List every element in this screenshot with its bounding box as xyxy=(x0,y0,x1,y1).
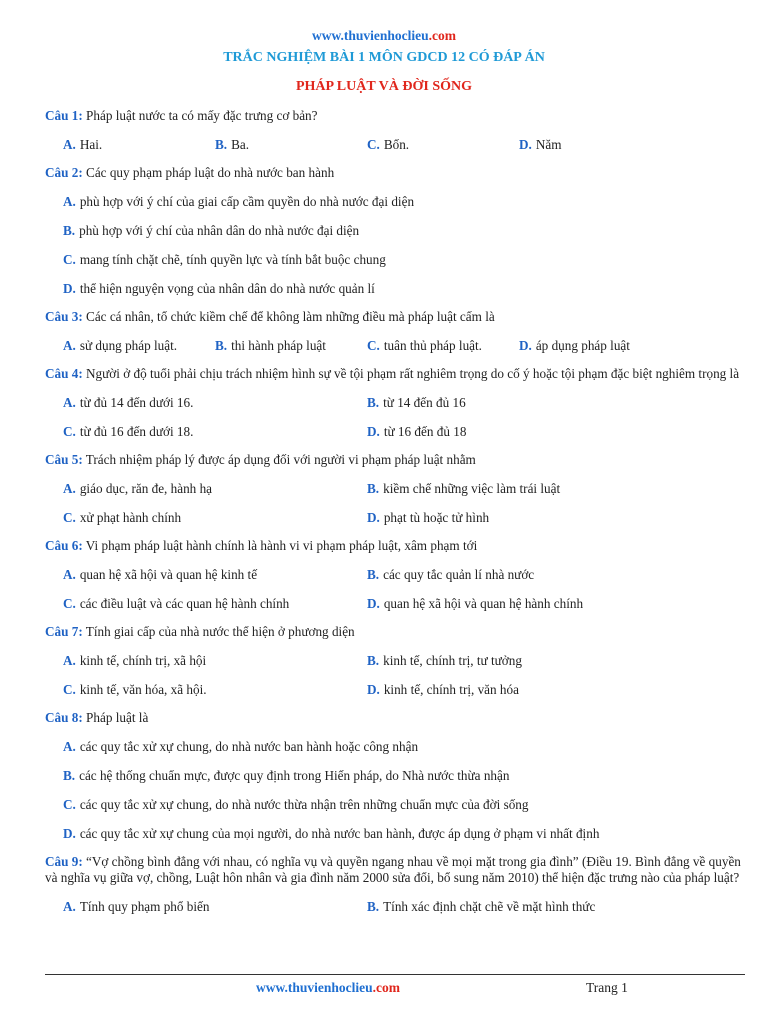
option-text: các quy tắc xử xự chung, do nhà nước ban hành hoặc công nhận xyxy=(79,739,419,754)
option-text: Bốn. xyxy=(383,137,410,152)
answer-option[interactable] xyxy=(63,252,747,268)
option-letter: D. xyxy=(63,281,76,296)
option-letter: C. xyxy=(63,510,76,525)
answer-option[interactable] xyxy=(367,424,671,440)
site-url-brand: thuvienhoclieu xyxy=(343,28,429,43)
option-text: phạt tù hoặc tử hình xyxy=(383,510,490,525)
answer-option[interactable] xyxy=(63,194,747,210)
option-letter: A. xyxy=(63,338,76,353)
option-text: Năm xyxy=(535,137,562,152)
option-text: các quy tắc quản lí nhà nước xyxy=(383,567,535,582)
footer-url[interactable] xyxy=(256,980,400,996)
question-block xyxy=(45,624,747,698)
option-row xyxy=(45,653,747,669)
question-number: Câu 7: xyxy=(45,624,83,639)
question-number: Câu 8: xyxy=(45,710,83,725)
option-text: thể hiện nguyện vọng của nhân dân do nhà nước quản lí xyxy=(79,281,375,296)
option-row xyxy=(45,395,747,411)
option-letter: B. xyxy=(367,899,380,914)
answer-option[interactable] xyxy=(63,797,747,813)
answer-option[interactable] xyxy=(367,899,671,915)
option-text: xử phạt hành chính xyxy=(79,510,182,525)
option-letter: B. xyxy=(367,481,380,496)
question-block xyxy=(45,366,747,440)
question-block xyxy=(45,309,747,354)
option-letter: D. xyxy=(367,424,380,439)
option-text: Ba. xyxy=(231,137,250,152)
option-letter: D. xyxy=(519,338,532,353)
option-letter: B. xyxy=(63,768,76,783)
option-letter: C. xyxy=(63,682,76,697)
answer-option[interactable] xyxy=(63,567,367,583)
option-row xyxy=(45,596,747,612)
option-row xyxy=(45,567,747,583)
site-url[interactable] xyxy=(0,28,768,44)
option-letter: B. xyxy=(63,223,76,238)
answer-option[interactable] xyxy=(367,395,671,411)
question-text: Pháp luật nước ta có mấy đặc trưng cơ bản? xyxy=(86,108,318,123)
option-row xyxy=(45,194,747,210)
answer-option[interactable] xyxy=(63,338,215,354)
answer-option[interactable] xyxy=(63,899,367,915)
option-row xyxy=(45,424,747,440)
answer-option[interactable] xyxy=(63,424,367,440)
answer-option[interactable] xyxy=(215,137,367,153)
option-letter: C. xyxy=(367,338,380,353)
option-letter: A. xyxy=(63,395,76,410)
answer-option[interactable] xyxy=(63,826,747,842)
question-text: “Vợ chồng bình đẳng với nhau, có nghĩa vụ và quyền ngang nhau về mọi mặt trong gia đình” (Điều 19. Bình đẳng về quyền và nghĩa vụ giữa vợ, chồng, Luật hôn nhân và gia đình năm 2000 sửa đổi, bổ sung năm 2010) thể hiện đặc trưng nào của pháp luật? xyxy=(45,854,741,885)
question-text: Người ở độ tuổi phải chịu trách nhiệm hình sự về tội phạm rất nghiêm trọng do cố ý hoặc tội phạm đặc biệt nghiêm trọng là xyxy=(86,366,740,381)
option-text: kinh tế, chính trị, văn hóa xyxy=(383,682,519,697)
option-letter: C. xyxy=(63,596,76,611)
question-stem xyxy=(45,165,747,181)
question-text: Pháp luật là xyxy=(86,710,149,725)
question-stem xyxy=(45,366,747,382)
option-letter: B. xyxy=(367,567,380,582)
option-letter: C. xyxy=(367,137,380,152)
option-row xyxy=(45,826,747,842)
question-block xyxy=(45,710,747,842)
option-row xyxy=(45,137,747,153)
option-letter: A. xyxy=(63,899,76,914)
option-text: Tính quy phạm phổ biến xyxy=(79,899,210,914)
option-row xyxy=(45,281,747,297)
answer-option[interactable] xyxy=(63,395,367,411)
question-stem xyxy=(45,309,747,325)
option-row xyxy=(45,338,747,354)
question-number: Câu 1: xyxy=(45,108,83,123)
option-text: kiềm chế những việc làm trái luật xyxy=(383,481,561,496)
option-row xyxy=(45,223,747,239)
option-letter: A. xyxy=(63,739,76,754)
option-text: kinh tế, chính trị, tư tưởng xyxy=(383,653,522,668)
option-text: phù hợp với ý chí của giai cấp cầm quyền do nhà nước đại diện xyxy=(79,194,415,209)
footer-url-brand: thuvienhoclieu xyxy=(287,980,373,995)
option-letter: D. xyxy=(63,826,76,841)
site-url-suffix: .com xyxy=(428,28,457,43)
option-row xyxy=(45,739,747,755)
answer-option[interactable] xyxy=(63,653,367,669)
option-text: các quy tắc xử xự chung của mọi người, do nhà nước ban hành, được áp dụng ở phạm vi nhất định xyxy=(79,826,600,841)
option-text: từ đủ 16 đến dưới 18. xyxy=(79,424,194,439)
question-text: Tính giai cấp của nhà nước thể hiện ở phương diện xyxy=(85,624,355,639)
answer-option[interactable] xyxy=(367,682,671,698)
option-letter: B. xyxy=(215,338,228,353)
question-number: Câu 9: xyxy=(45,854,83,869)
answer-option[interactable] xyxy=(367,567,671,583)
option-letter: B. xyxy=(215,137,228,152)
question-text: Các quy phạm pháp luật do nhà nước ban hành xyxy=(86,165,335,180)
option-letter: A. xyxy=(63,481,76,496)
option-text: giáo dục, răn đe, hành hạ xyxy=(79,481,213,496)
option-text: phù hợp với ý chí của nhân dân do nhà nước đại diện xyxy=(79,223,360,238)
option-letter: D. xyxy=(367,596,380,611)
answer-option[interactable] xyxy=(367,653,671,669)
answer-option[interactable] xyxy=(367,338,519,354)
answer-option[interactable] xyxy=(215,338,367,354)
option-letter: C. xyxy=(63,424,76,439)
option-letter: C. xyxy=(63,252,76,267)
option-text: tuân thủ pháp luật. xyxy=(383,338,482,353)
option-letter: A. xyxy=(63,567,76,582)
answer-option[interactable] xyxy=(367,481,671,497)
footer-url-suffix: .com xyxy=(372,980,401,995)
answer-option[interactable] xyxy=(63,768,747,784)
answer-option[interactable] xyxy=(63,596,367,612)
question-text: Trách nhiệm pháp lý được áp dụng đối với người vi phạm pháp luật nhằm xyxy=(85,452,476,467)
option-row xyxy=(45,252,747,268)
question-block xyxy=(45,108,747,153)
option-letter: A. xyxy=(63,137,76,152)
option-letter: B. xyxy=(367,395,380,410)
option-row xyxy=(45,481,747,497)
question-block xyxy=(45,452,747,526)
option-text: kinh tế, văn hóa, xã hội. xyxy=(79,682,207,697)
option-text: từ đủ 14 đến dưới 16. xyxy=(79,395,194,410)
option-text: các quy tắc xử xự chung, do nhà nước thừa nhận trên những chuẩn mực của đời sống xyxy=(79,797,529,812)
option-letter: A. xyxy=(63,653,76,668)
answer-option[interactable] xyxy=(519,338,671,354)
option-text: kinh tế, chính trị, xã hội xyxy=(79,653,207,668)
option-row xyxy=(45,899,747,915)
option-text: các điều luật và các quan hệ hành chính xyxy=(79,596,290,611)
answer-option[interactable] xyxy=(63,739,747,755)
page-number: Trang 1 xyxy=(586,980,628,995)
option-text: áp dụng pháp luật xyxy=(535,338,630,353)
answer-option[interactable] xyxy=(63,510,367,526)
option-letter: C. xyxy=(63,797,76,812)
option-text: từ 14 đến đủ 16 xyxy=(383,395,466,410)
footer-url-prefix: www. xyxy=(256,980,288,995)
question-stem xyxy=(45,108,747,124)
question-stem xyxy=(45,710,747,726)
question-list xyxy=(45,108,747,927)
answer-option[interactable] xyxy=(519,137,671,153)
question-stem xyxy=(45,854,747,886)
option-letter: D. xyxy=(367,510,380,525)
option-text: quan hệ xã hội và quan hệ hành chính xyxy=(383,596,584,611)
option-letter: D. xyxy=(519,137,532,152)
option-text: sử dụng pháp luật. xyxy=(79,338,178,353)
option-row xyxy=(45,768,747,784)
question-text: Vi phạm pháp luật hành chính là hành vi vi phạm pháp luật, xâm phạm tới xyxy=(85,538,478,553)
question-stem xyxy=(45,624,747,640)
question-block xyxy=(45,538,747,612)
option-text: các hệ thống chuẩn mực, được quy định trong Hiến pháp, do Nhà nước thừa nhận xyxy=(79,768,510,783)
question-stem xyxy=(45,538,747,554)
question-number: Câu 6: xyxy=(45,538,83,553)
document-title: TRẮC NGHIỆM BÀI 1 MÔN GDCD 12 CÓ ĐÁP ÁN xyxy=(223,50,545,65)
option-letter: D. xyxy=(367,682,380,697)
option-row xyxy=(45,797,747,813)
question-number: Câu 5: xyxy=(45,452,83,467)
option-text: quan hệ xã hội và quan hệ kinh tế xyxy=(79,567,258,582)
question-text: Các cá nhân, tổ chức kiềm chế để không làm những điều mà pháp luật cấm là xyxy=(86,309,495,324)
document-subtitle: PHÁP LUẬT VÀ ĐỜI SỐNG xyxy=(295,79,473,94)
option-text: thi hành pháp luật xyxy=(231,338,326,353)
answer-option[interactable] xyxy=(63,223,747,239)
option-text: mang tính chặt chẽ, tính quyền lực và tính bắt buộc chung xyxy=(79,252,386,267)
option-text: từ 16 đến đủ 18 xyxy=(383,424,467,439)
option-text: Hai. xyxy=(79,137,103,152)
question-number: Câu 2: xyxy=(45,165,83,180)
option-row xyxy=(45,510,747,526)
site-url-prefix: www. xyxy=(311,28,344,43)
option-letter: A. xyxy=(63,194,76,209)
question-block xyxy=(45,165,747,297)
answer-option[interactable] xyxy=(63,281,747,297)
answer-option[interactable] xyxy=(367,596,671,612)
option-text: Tính xác định chặt chẽ về mặt hình thức xyxy=(383,899,596,914)
question-number: Câu 4: xyxy=(45,366,83,381)
answer-option[interactable] xyxy=(63,682,367,698)
question-stem xyxy=(45,452,747,468)
footer-divider xyxy=(45,974,745,975)
answer-option[interactable] xyxy=(63,481,367,497)
answer-option[interactable] xyxy=(367,137,519,153)
question-block xyxy=(45,854,747,915)
answer-option[interactable] xyxy=(63,137,215,153)
answer-option[interactable] xyxy=(367,510,671,526)
option-row xyxy=(45,682,747,698)
option-letter: B. xyxy=(367,653,380,668)
question-number: Câu 3: xyxy=(45,309,83,324)
